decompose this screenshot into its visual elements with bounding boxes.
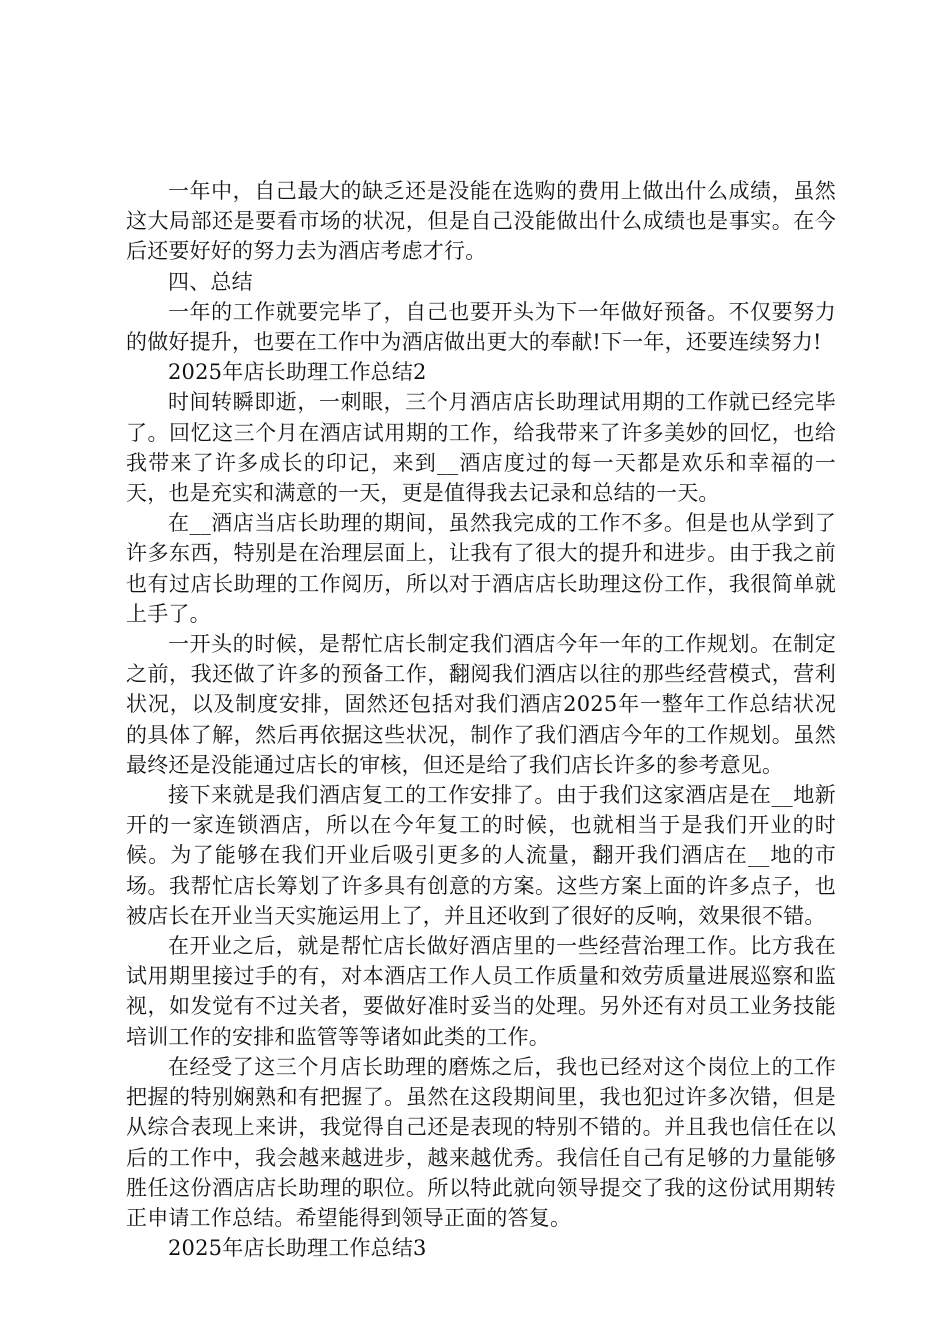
document-body (126, 176, 836, 1263)
paragraph-learning: 在__酒店当店长助理的期间，虽然我完成的工作不多。但是也从学到了许多东西，特别是在治理层面上，让我有了很大的提升和进步。由于我之前也有过店长助理的工作阅历，所以对于酒店店长助理这份工作，我很简单就上手了。 (126, 511, 836, 626)
paragraph-conclusion: 在经受了这三个月店长助理的磨炼之后，我也已经对这个岗位上的工作把握的特别娴熟和有把握了。虽然在这段期间里，我也犯过许多次错，但是从综合表现上来讲，我觉得自己还是表现的特别不错的。并且我也信任在以后的工作中，我会越来越进步，越来越优秀。我信任自己有足够的力量能够胜任这份酒店店长助理的职位。所以特此就向领导提交了我的这份试用期转正申请工作总结。希望能得到领导正面的答复。 (126, 1054, 836, 1230)
paragraph-operations: 在开业之后，就是帮忙店长做好酒店里的一些经营治理工作。比方我在试用期里接过手的有，对本酒店工作人员工作质量和效劳质量进展巡察和监视，如发觉有不过关者，要做好准时妥当的处理。另外还有对员工业务技能培训工作的安排和监管等等诸如此类的工作。 (126, 934, 836, 1049)
paragraph-summary: 一年的工作就要完毕了，自己也要开头为下一年做好预备。不仅要努力的做好提升，也要在工作中为酒店做出更大的奉献!下一年，还要连续努力! (126, 299, 836, 355)
paragraph-intro: 时间转瞬即逝，一刺眼，三个月酒店店长助理试用期的工作就已经完毕了。回忆这三个月在酒店试用期的工作，给我带来了许多美妙的回忆，也给我带来了许多成长的印记，来到__酒店度过的每一天都是欢乐和幸福的一天，也是充实和满意的一天，更是值得我去记录和总结的一天。 (126, 390, 836, 506)
article-title-2: 2025年店长助理工作总结2 (168, 360, 427, 385)
section-heading-summary: 四、总结 (168, 269, 253, 294)
article-title-3: 2025年店长助理工作总结3 (168, 1236, 427, 1261)
paragraph-reopening: 接下来就是我们酒店复工的工作安排了。由于我们这家酒店是在__地新开的一家连锁酒店，所以在今年复工的时候，也就相当于是我们开业的时候。为了能够在我们开业后吸引更多的人流量，翻开我们酒店在__地的市场。我帮忙店长筹划了许多具有创意的方案。这些方案上面的许多点子，也被店长在开业当天实施运用上了，并且还收到了很好的反响，效果很不错。 (126, 783, 836, 928)
paragraph-planning: 一开头的时候，是帮忙店长制定我们酒店今年一年的工作规划。在制定之前，我还做了许多的预备工作，翻阅我们酒店以往的那些经营模式，营利状况，以及制度安排，固然还包括对我们酒店2025年一整年工作总结状况的具体了解，然后再依据这些状况，制作了我们酒店今年的工作规划。虽然最终还是没能通过店长的审核，但还是给了我们店长许多的参考意见。 (126, 632, 836, 777)
paragraph-shortcomings: 一年中，自己最大的缺乏还是没能在选购的费用上做出什么成绩，虽然这大局部还是要看市场的状况，但是自己没能做出什么成绩也是事实。在今后还要好好的努力去为酒店考虑才行。 (126, 179, 836, 264)
